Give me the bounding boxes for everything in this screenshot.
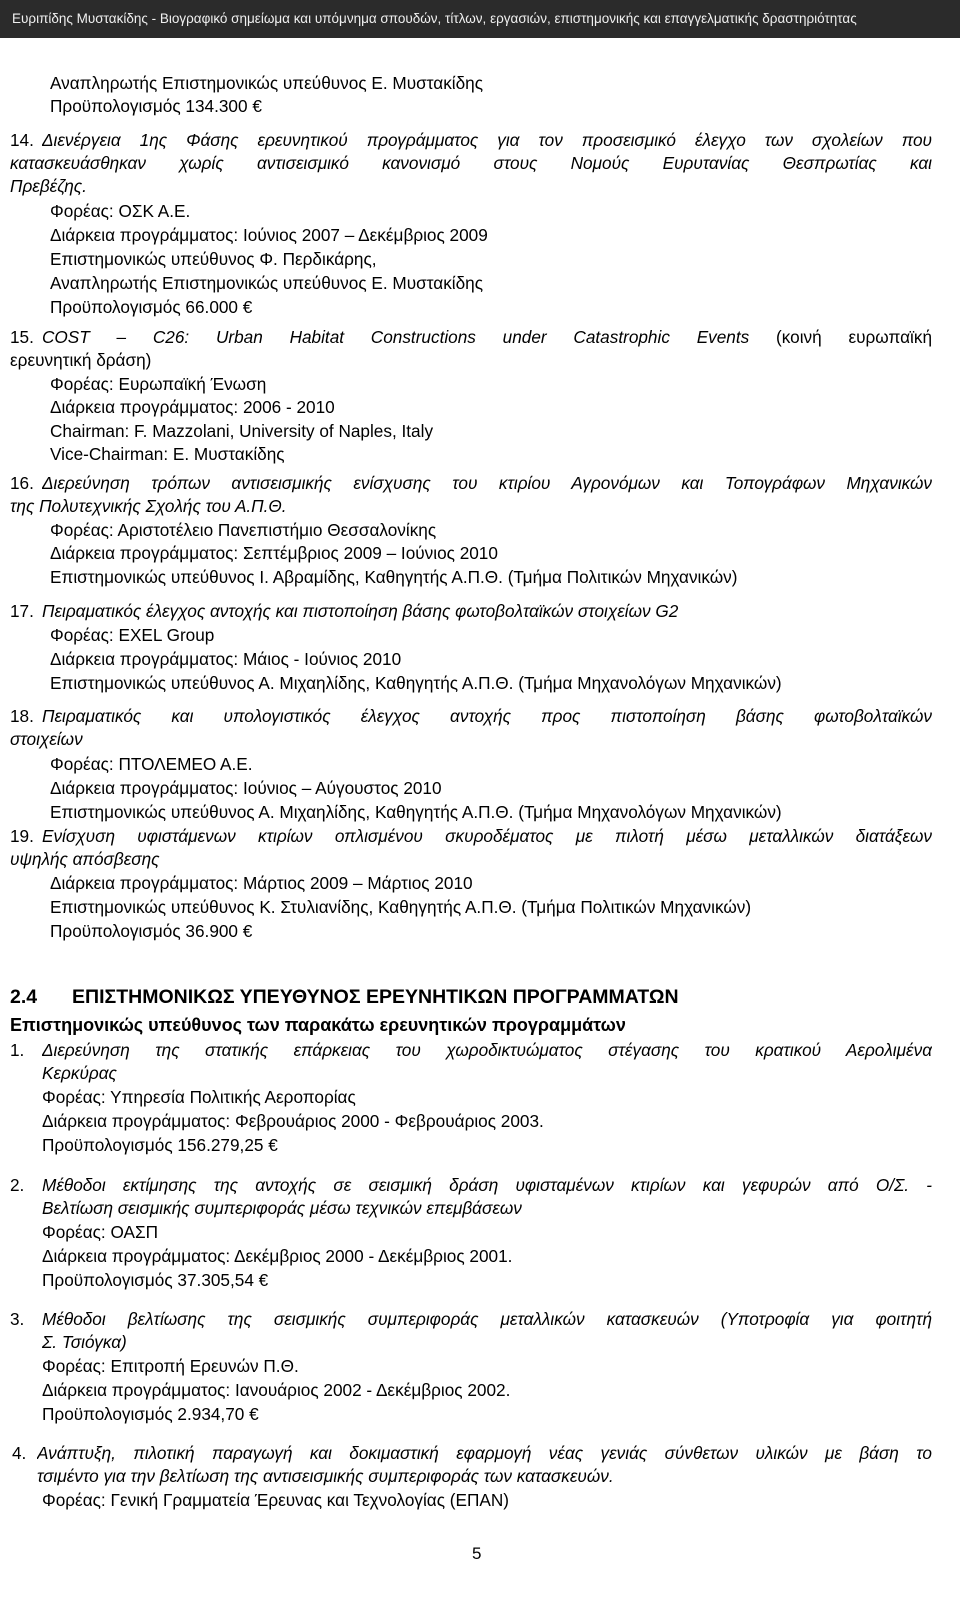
sec-item-2-number: 2. <box>10 1175 25 1195</box>
item-15-vice: Vice-Chairman: Ε. Μυστακίδης <box>50 444 285 464</box>
sec-item-2-budget: Προϋπολογισμός 37.305,54 € <box>42 1270 269 1290</box>
item-18-body: Φορέας: ΠΤΟΛΕΜΕΟ Α.Ε. <box>50 754 253 774</box>
sec-item-1-number: 1. <box>10 1040 25 1060</box>
section-subtitle: Επιστημονικώς υπεύθυνος των παρακάτω ερευνητικών προγραμμάτων <box>10 1015 626 1035</box>
section-heading <box>10 984 679 1010</box>
item-14-responsible: Επιστημονικώς υπεύθυνος Φ. Περδικάρης, <box>50 249 377 269</box>
section-number: 2.4 <box>10 986 38 1008</box>
document-header <box>0 0 960 38</box>
item-17-duration: Διάρκεια προγράμματος: Μάιος - Ιούνιος 2010 <box>50 649 402 669</box>
item-15-title-2: ερευνητική δράση) <box>10 350 152 370</box>
item-14-title-1: Διενέργεια 1ης Φάσης ερευνητικού προγράμματος για τον προσεισμικό έλεγχο των σχολείων που <box>42 130 932 150</box>
item-15-chairman: Chairman: F. Mazzolani, University of Naples, Italy <box>50 421 434 441</box>
item-18-responsible: Επιστημονικώς υπεύθυνος Α. Μιχαηλίδης, Καθηγητής Α.Π.Θ. (Τμήμα Μηχανολόγων Μηχανικών) <box>50 802 782 822</box>
item-17-title-1: Πειραματικός έλεγχος αντοχής και πιστοποίηση βάσης φωτοβολταϊκών στοιχείων G2 <box>42 601 679 621</box>
item-15-duration: Διάρκεια προγράμματος: 2006 - 2010 <box>50 397 335 417</box>
item-16-title-2: της Πολυτεχνικής Σχολής του Α.Π.Θ. <box>10 496 287 516</box>
item-19-title-2: υψηλής απόσβεσης <box>10 849 160 869</box>
item-18-number: 18. <box>10 706 34 726</box>
sec-item-4-title-2: τσιμέντο για την βελτίωση της αντισεισμικής συμπεριφοράς των κατασκευών. <box>37 1466 614 1486</box>
item-19-duration: Διάρκεια προγράμματος: Μάρτιος 2009 – Μάρτιος 2010 <box>50 873 473 893</box>
item-14-title-3: Πρεβέζης. <box>10 176 87 196</box>
sec-item-2-duration: Διάρκεια προγράμματος: Δεκέμβριος 2000 - Δεκέμβριος 2001. <box>42 1246 513 1266</box>
sec-item-1-budget: Προϋπολογισμός 156.279,25 € <box>42 1135 278 1155</box>
sec-item-2-title-1: Μέθοδοι εκτίμησης της αντοχής σε σεισμική δράση υφισταμένων κτιρίων και γεφυρών από Ο/Σ. - <box>42 1175 932 1195</box>
item-17-number: 17. <box>10 601 34 621</box>
top-deputy: Αναπληρωτής Επιστημονικώς υπεύθυνος Ε. Μυστακίδης <box>50 73 484 93</box>
item-14-body: Φορέας: ΟΣΚ Α.Ε. <box>50 201 191 221</box>
item-15-number: 15. <box>10 327 34 347</box>
sec-item-3-title-2: Σ. Τσιόγκα) <box>42 1332 127 1352</box>
sec-item-4-title-1: Ανάπτυξη, πιλοτική παραγωγή και δοκιμαστική εφαρμογή νέας γενιάς σύνθετων υλικών με βάση το <box>37 1443 932 1463</box>
item-19-number: 19. <box>10 826 34 846</box>
item-19-budget: Προϋπολογισμός 36.900 € <box>50 921 253 941</box>
item-16-body: Φορέας: Αριστοτέλειο Πανεπιστήμιο Θεσσαλονίκης <box>50 520 437 540</box>
item-14-title-2: κατασκευάσθηκαν χωρίς αντισεισμικό κανονισμό στους Νομούς Ευρυτανίας Θεσπρωτίας και <box>10 153 932 173</box>
sec-item-1-title-1: Διερεύνηση της στατικής επάρκειας του χωροδικτυώματος στέγασης του κρατικού Αερολιμένα <box>42 1040 932 1060</box>
item-14-deputy: Αναπληρωτής Επιστημονικώς υπεύθυνος Ε. Μυστακίδης <box>50 273 484 293</box>
item-18-duration: Διάρκεια προγράμματος: Ιούνιος – Αύγουστος 2010 <box>50 778 442 798</box>
item-18-title-1: Πειραματικός και υπολογιστικός έλεγχος αντοχής προς πιστοποίηση βάσης φωτοβολταϊκών <box>42 706 932 726</box>
item-16-title-1: Διερεύνηση τρόπων αντισεισμικής ενίσχυσης του κτιρίου Αγρονόμων και Τοπογράφων Μηχανικών <box>42 473 932 493</box>
item-16-responsible: Επιστημονικώς υπεύθυνος Ι. Αβραμίδης, Καθηγητής Α.Π.Θ. (Τμήμα Πολιτικών Μηχανικών) <box>50 567 738 587</box>
sec-item-1-body: Φορέας: Υπηρεσία Πολιτικής Αεροπορίας <box>42 1087 356 1107</box>
header-title: Ευριπίδης Μυστακίδης - Βιογραφικό σημείωμα και υπόμνημα σπουδών, τίτλων, εργασιών, επιστημονικής και επαγγελματικής δραστηριότητας <box>12 11 857 26</box>
item-17-responsible: Επιστημονικώς υπεύθυνος Α. Μιχαηλίδης, Καθηγητής Α.Π.Θ. (Τμήμα Μηχανολόγων Μηχανικών) <box>50 673 782 693</box>
top-budget: Προϋπολογισμός 134.300 € <box>50 96 262 116</box>
item-16-number: 16. <box>10 473 34 493</box>
sec-item-1-title-2: Κερκύρας <box>42 1063 117 1083</box>
sec-item-4-body: Φορέας: Γενική Γραμματεία Έρευνας και Τεχνολογίας (ΕΠΑΝ) <box>42 1490 509 1510</box>
item-19-responsible: Επιστημονικώς υπεύθυνος Κ. Στυλιανίδης, Καθηγητής Α.Π.Θ. (Τμήμα Πολιτικών Μηχανικών) <box>50 897 752 917</box>
sec-item-3-duration: Διάρκεια προγράμματος: Ιανουάριος 2002 - Δεκέμβριος 2002. <box>42 1380 511 1400</box>
sec-item-2-title-2: Βελτίωση σεισμικής συμπεριφοράς μέσω τεχνικών επεμβάσεων <box>42 1198 522 1218</box>
sec-item-1-duration: Διάρκεια προγράμματος: Φεβρουάριος 2000 - Φεβρουάριος 2003. <box>42 1111 544 1131</box>
sec-item-3-number: 3. <box>10 1309 25 1329</box>
sec-item-4-number: 4. <box>12 1443 27 1463</box>
item-19-title-1: Ενίσχυση υφιστάμενων κτιρίων οπλισμένου σκυροδέματος με πιλοτή μέσω μεταλλικών διατάξεων <box>42 826 932 846</box>
item-18-title-2: στοιχείων <box>10 729 83 749</box>
sec-item-3-body: Φορέας: Επιτροπή Ερευνών Π.Θ. <box>42 1356 299 1376</box>
sec-item-3-title-1: Μέθοδοι βελτίωσης της σεισμικής συμπεριφοράς μεταλλικών κατασκευών (Υποτροφία για φοιτητή <box>42 1309 932 1329</box>
item-15-title-1: COST – C26: Urban Habitat Constructions under Catastrophic Events (κοινή ευρωπαϊκή <box>42 327 932 347</box>
item-15-body: Φορέας: Ευρωπαϊκή Ένωση <box>50 374 267 394</box>
item-14-duration: Διάρκεια προγράμματος: Ιούνιος 2007 – Δεκέμβριος 2009 <box>50 225 488 245</box>
sec-item-2-body: Φορέας: ΟΑΣΠ <box>42 1222 159 1242</box>
section-title: ΕΠΙΣΤΗΜΟΝΙΚΩΣ ΥΠΕΥΘΥΝΟΣ ΕΡΕΥΝΗΤΙΚΩΝ ΠΡΟΓΡΑΜΜΑΤΩΝ <box>72 986 679 1008</box>
item-14-budget: Προϋπολογισμός 66.000 € <box>50 297 253 317</box>
item-14-number: 14. <box>10 130 34 150</box>
page-number: 5 <box>472 1544 482 1563</box>
item-16-duration: Διάρκεια προγράμματος: Σεπτέμβριος 2009 – Ιούνιος 2010 <box>50 543 498 563</box>
sec-item-3-budget: Προϋπολογισμός 2.934,70 € <box>42 1404 259 1424</box>
item-17-body: Φορέας: EXEL Group <box>50 625 215 645</box>
